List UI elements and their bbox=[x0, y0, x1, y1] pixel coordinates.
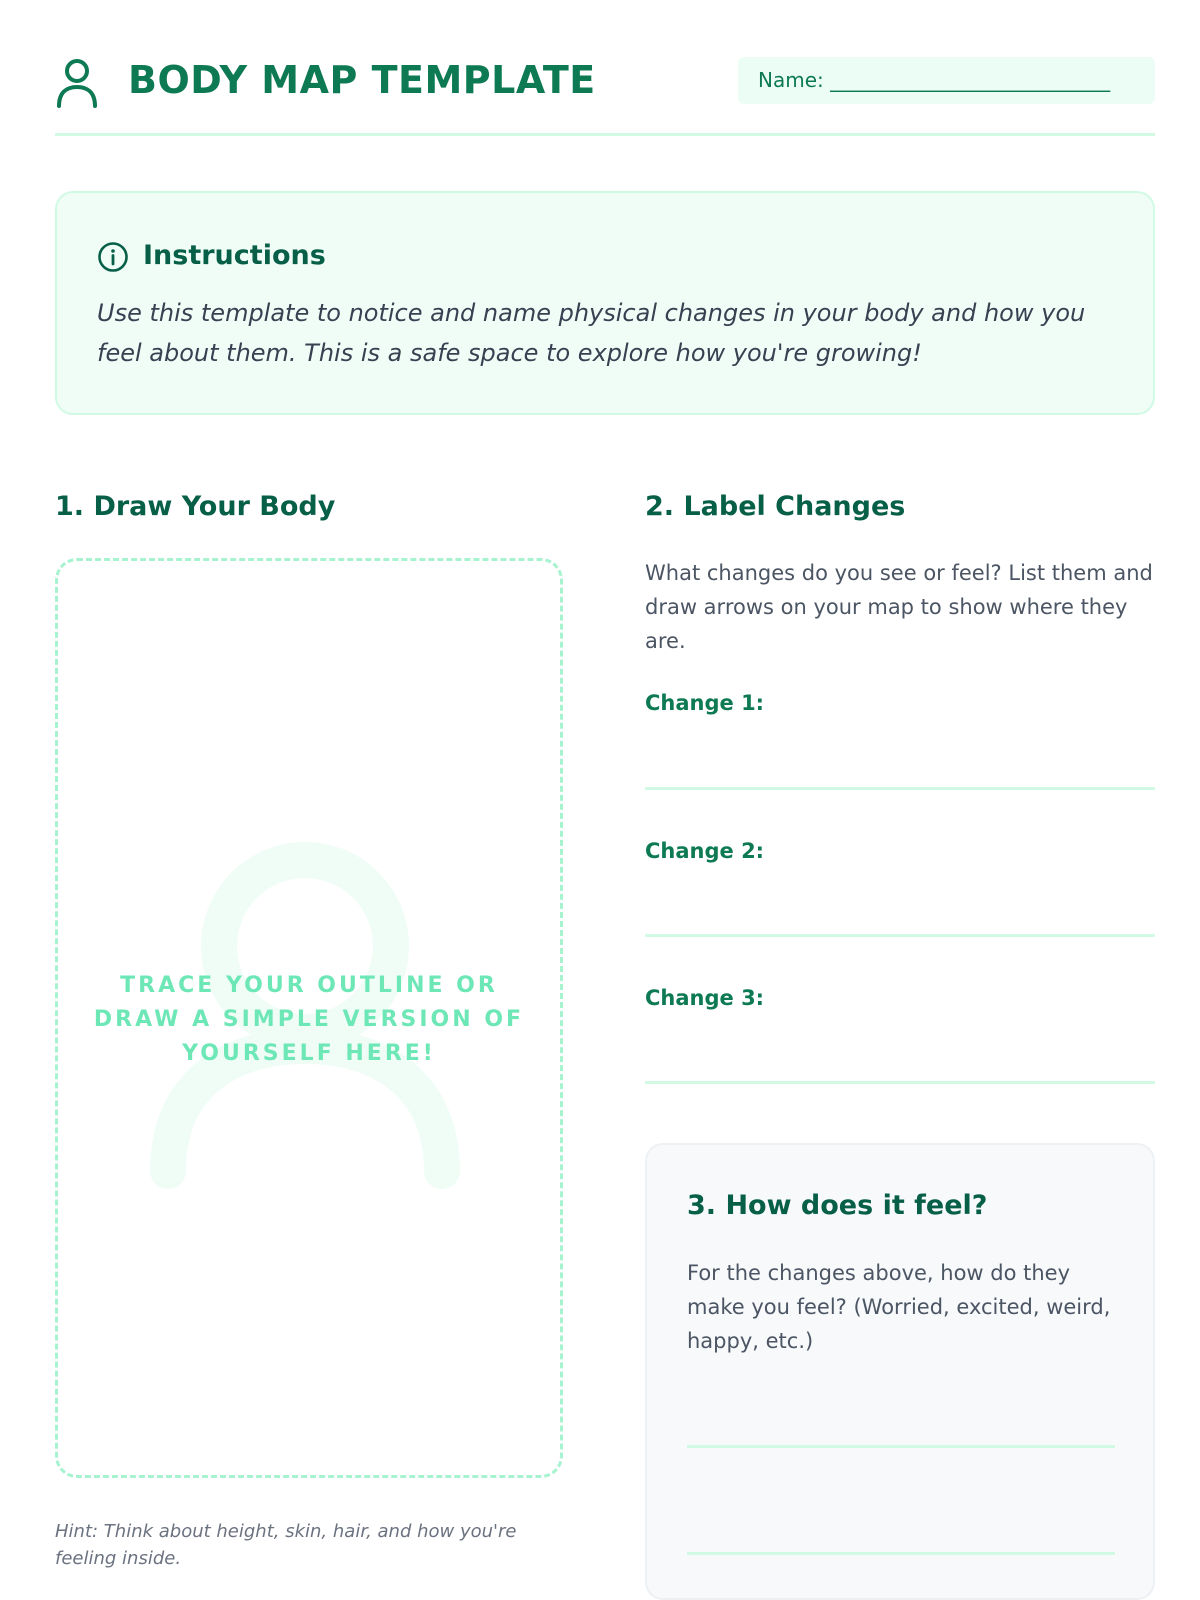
hint-text: Hint: Think about height, skin, hair, and how you're feeling inside. bbox=[55, 1521, 517, 1569]
page-header bbox=[55, 50, 1155, 110]
label-section-description: What changes do you see or feel? List them and draw arrows on your map to show where they are. bbox=[645, 561, 1153, 653]
change-2-label: Change 2: bbox=[645, 839, 765, 863]
change-1-line[interactable] bbox=[645, 787, 1155, 790]
header-divider bbox=[55, 133, 1155, 136]
feelings-panel bbox=[645, 1143, 1155, 1600]
change-1-label: Change 1: bbox=[645, 691, 765, 715]
change-3-line[interactable] bbox=[645, 1081, 1155, 1084]
user-icon bbox=[55, 58, 99, 108]
change-2-line[interactable] bbox=[645, 934, 1155, 937]
feel-section-description: For the changes above, how do they make you feel? (Worried, excited, weird, happy, etc.) bbox=[687, 1261, 1111, 1353]
drawing-area[interactable] bbox=[55, 558, 563, 1478]
feel-answer-line-2[interactable] bbox=[687, 1552, 1115, 1555]
change-3-label: Change 3: bbox=[645, 986, 765, 1010]
drawing-prompt: TRACE YOUR OUTLINE OR DRAW A SIMPLE VERSION OF YOURSELF HERE! bbox=[93, 973, 525, 1066]
page-title: BODY MAP TEMPLATE bbox=[128, 58, 596, 102]
instructions-text: Use this template to notice and name physical changes in your body and how you feel about them. This is a safe space to explore how you're growing! bbox=[97, 299, 1086, 367]
label-section-heading: 2. Label Changes bbox=[645, 491, 906, 522]
name-field[interactable]: Name: ____________________________ bbox=[738, 57, 1155, 104]
instructions-heading: Instructions bbox=[143, 240, 326, 271]
feel-section-heading: 3. How does it feel? bbox=[687, 1190, 988, 1221]
feel-answer-line-1[interactable] bbox=[687, 1445, 1115, 1448]
info-icon bbox=[97, 241, 129, 273]
instructions-panel bbox=[55, 191, 1155, 415]
draw-section-heading: 1. Draw Your Body bbox=[55, 491, 336, 522]
